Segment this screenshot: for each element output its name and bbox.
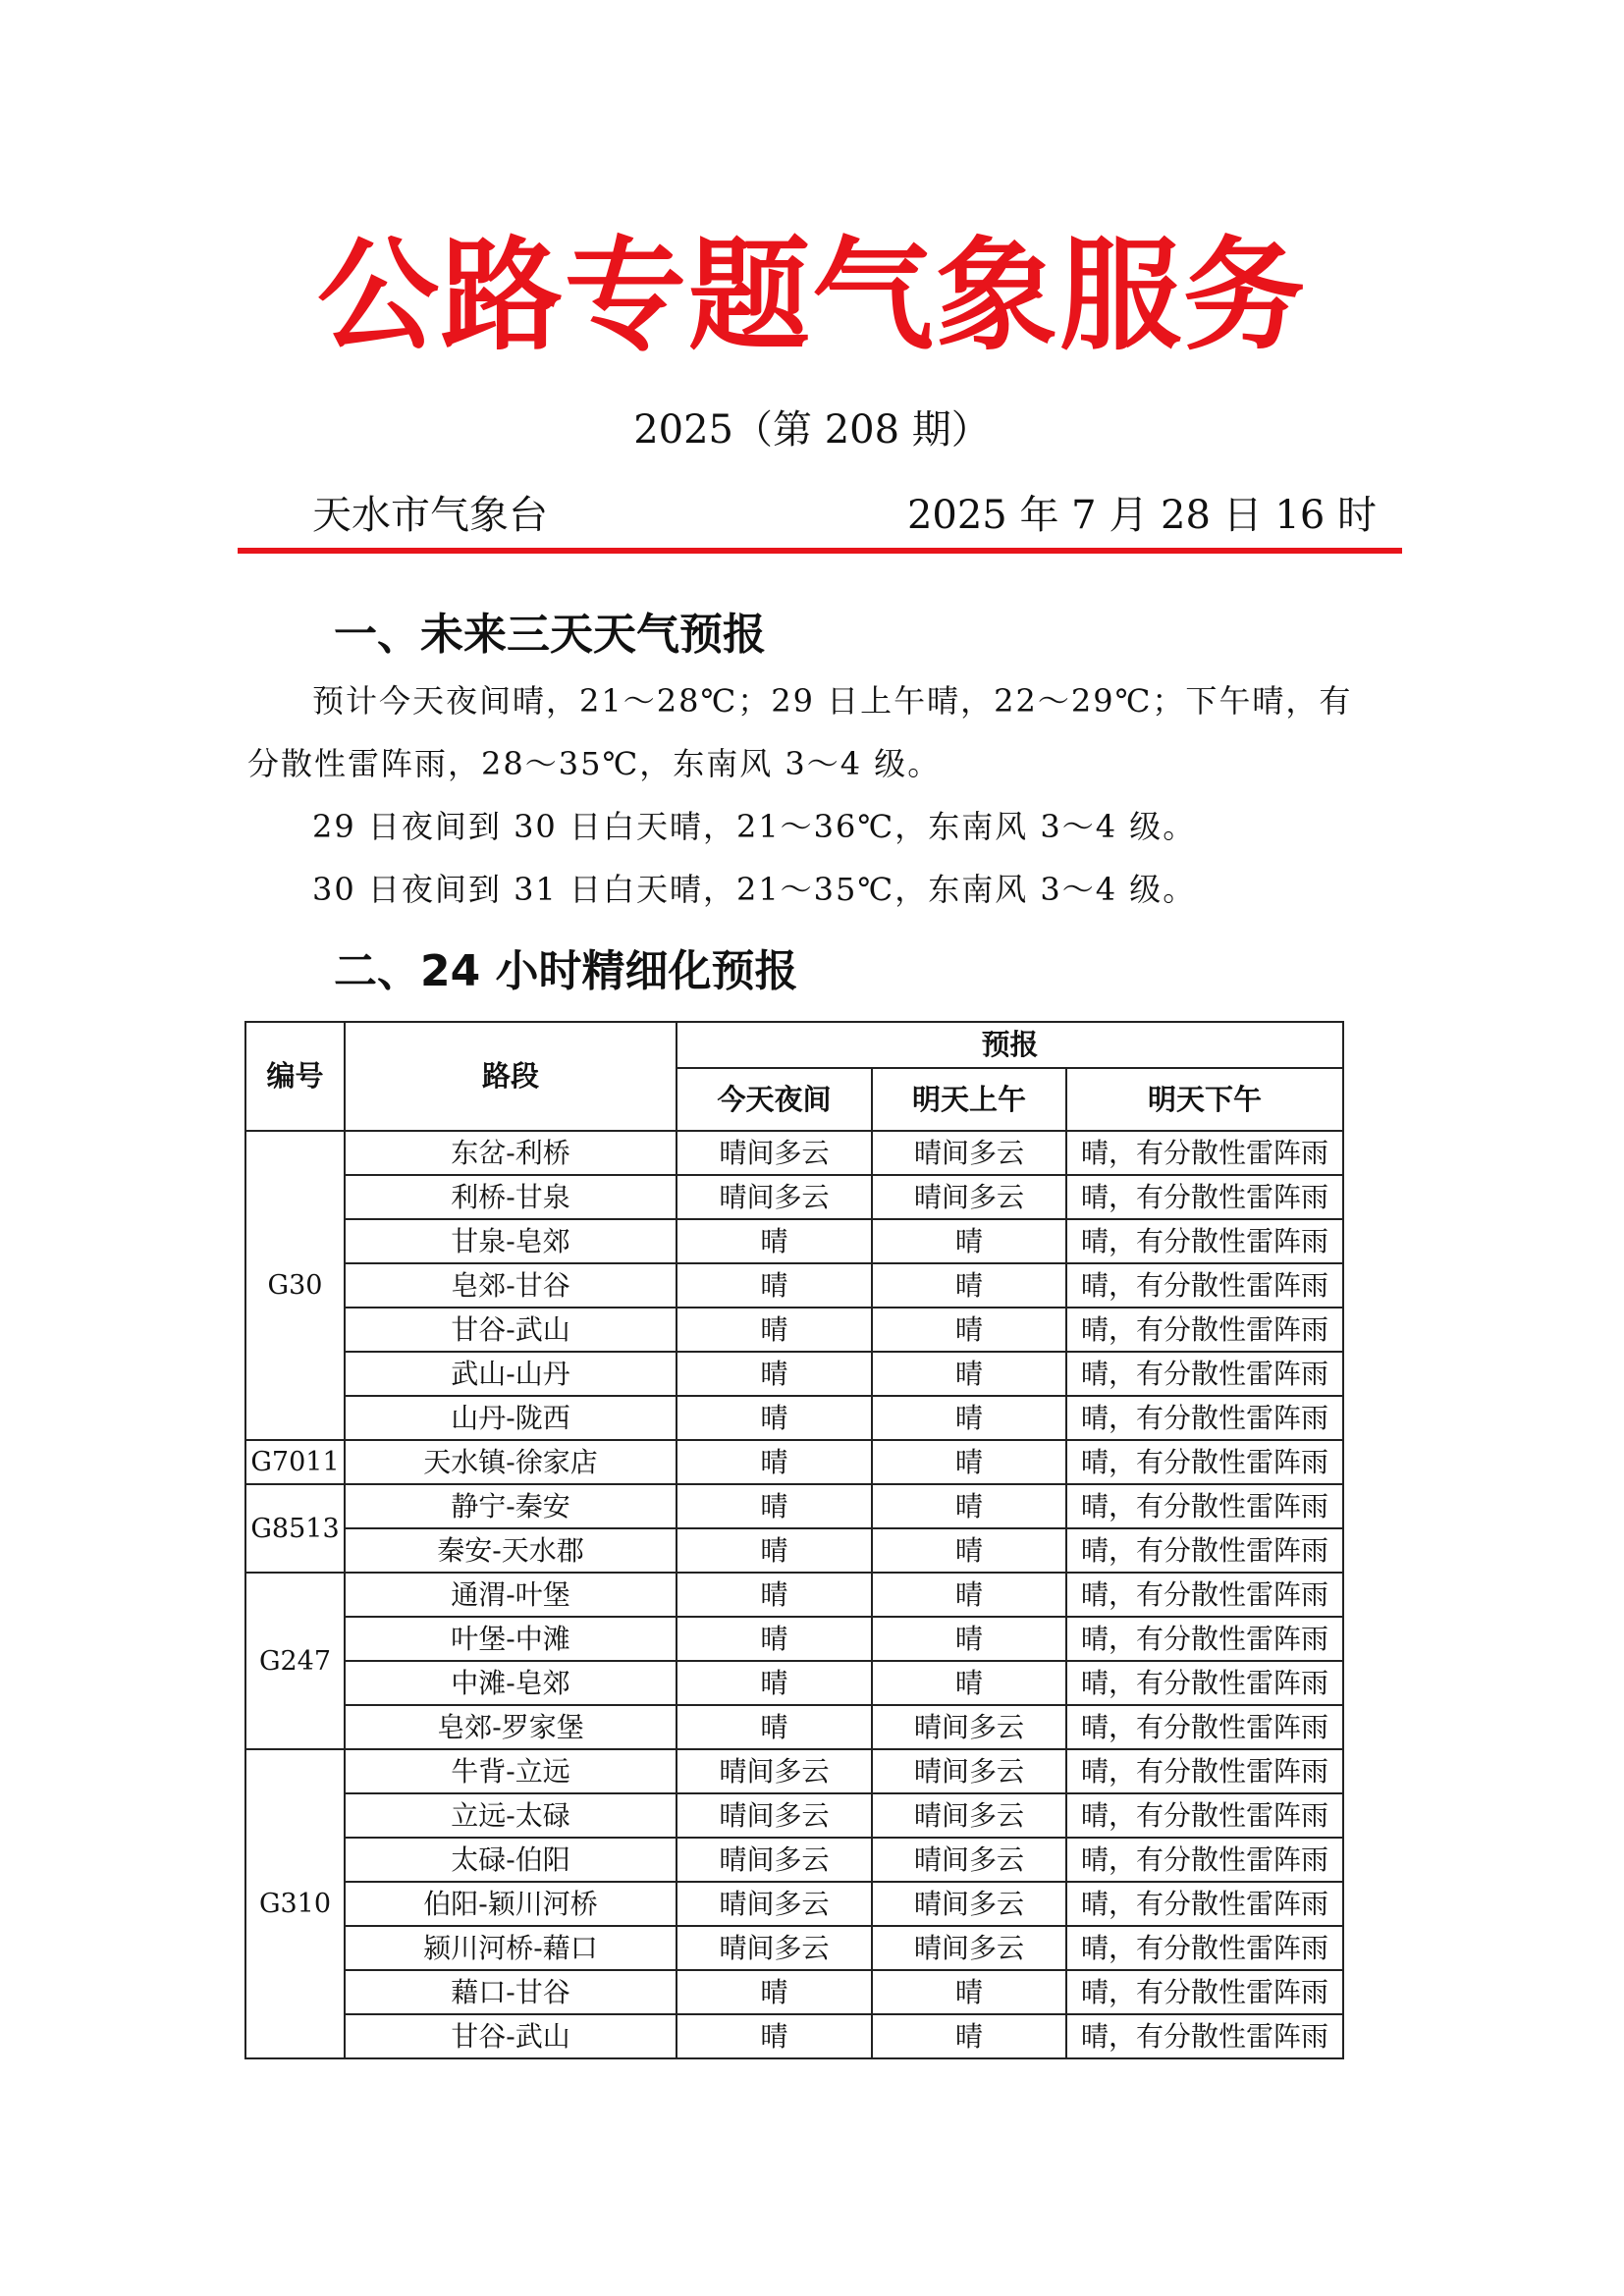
road-code-cell: G247 [245,1573,345,1749]
forecast-table [244,1021,1344,2059]
tomorrow-am-cell: 晴 [872,1219,1066,1263]
segment-cell: 静宁-秦安 [345,1484,677,1528]
segment-cell: 天水镇-徐家店 [345,1440,677,1484]
tomorrow-am-cell: 晴间多云 [872,1926,1066,1970]
header-tomorrow-pm: 明天下午 [1066,1068,1343,1131]
table-row [245,2014,1343,2058]
forecast-paragraph: 30 日夜间到 31 日白天晴，21～35℃，东南风 3～4 级。 [312,871,1197,908]
tomorrow-pm-cell: 晴，有分散性雷阵雨 [1066,1882,1343,1926]
tonight-cell: 晴 [677,1440,872,1484]
tomorrow-am-cell: 晴 [872,1263,1066,1308]
segment-cell: 秦安-天水郡 [345,1528,677,1573]
header-code: 编号 [245,1022,345,1131]
table-row [245,1219,1343,1263]
tomorrow-pm-cell: 晴，有分散性雷阵雨 [1066,1617,1343,1661]
table-row [245,1838,1343,1882]
segment-cell: 甘谷-武山 [345,1308,677,1352]
tonight-cell: 晴 [677,1484,872,1528]
tomorrow-pm-cell: 晴，有分散性雷阵雨 [1066,1661,1343,1705]
tonight-cell: 晴 [677,1661,872,1705]
tonight-cell: 晴间多云 [677,1131,872,1175]
segment-cell: 皂郊-罗家堡 [345,1705,677,1749]
table-row [245,1308,1343,1352]
segment-cell: 皂郊-甘谷 [345,1263,677,1308]
tonight-cell: 晴 [677,1352,872,1396]
tomorrow-pm-cell: 晴，有分散性雷阵雨 [1066,1396,1343,1440]
tonight-cell: 晴 [677,1705,872,1749]
tomorrow-am-cell: 晴 [872,1308,1066,1352]
table-row [245,1926,1343,1970]
tonight-cell: 晴 [677,1396,872,1440]
tomorrow-am-cell: 晴 [872,1484,1066,1528]
table-row [245,1528,1343,1573]
header-tomorrow-am: 明天上午 [872,1068,1066,1131]
section1-heading: 一、未来三天天气预报 [334,610,766,660]
segment-cell: 藉口-甘谷 [345,1970,677,2014]
road-code-cell: G7011 [245,1440,345,1484]
tonight-cell: 晴间多云 [677,1838,872,1882]
table-row [245,1175,1343,1219]
table-row [245,1617,1343,1661]
tomorrow-pm-cell: 晴，有分散性雷阵雨 [1066,1263,1343,1308]
tomorrow-pm-cell: 晴，有分散性雷阵雨 [1066,1838,1343,1882]
issue-date: 2025 年 7 月 28 日 16 时 [906,493,1377,538]
segment-cell: 武山-山丹 [345,1352,677,1396]
section1-body [247,669,1382,921]
section2-heading: 二、24 小时精细化预报 [334,946,798,996]
tomorrow-pm-cell: 晴，有分散性雷阵雨 [1066,1352,1343,1396]
segment-cell: 太碌-伯阳 [345,1838,677,1882]
tonight-cell: 晴 [677,1263,872,1308]
tonight-cell: 晴间多云 [677,1793,872,1838]
tomorrow-pm-cell: 晴，有分散性雷阵雨 [1066,1573,1343,1617]
tomorrow-am-cell: 晴间多云 [872,1705,1066,1749]
table-row [245,1793,1343,1838]
tomorrow-am-cell: 晴间多云 [872,1793,1066,1838]
tomorrow-pm-cell: 晴，有分散性雷阵雨 [1066,1926,1343,1970]
tomorrow-pm-cell: 晴，有分散性雷阵雨 [1066,1484,1343,1528]
table-row [245,1705,1343,1749]
tomorrow-am-cell: 晴 [872,1440,1066,1484]
table-row [245,1131,1343,1175]
segment-cell: 牛背-立远 [345,1749,677,1793]
tomorrow-pm-cell: 晴，有分散性雷阵雨 [1066,1528,1343,1573]
table-row [245,1352,1343,1396]
segment-cell: 通渭-叶堡 [345,1573,677,1617]
tomorrow-pm-cell: 晴，有分散性雷阵雨 [1066,1749,1343,1793]
tomorrow-pm-cell: 晴，有分散性雷阵雨 [1066,1131,1343,1175]
segment-cell: 东岔-利桥 [345,1131,677,1175]
road-code-cell: G30 [245,1131,345,1440]
table-row [245,1749,1343,1793]
document-title: 公路专题气象服务 [316,226,1307,367]
tonight-cell: 晴 [677,1308,872,1352]
tonight-cell: 晴间多云 [677,1882,872,1926]
tomorrow-am-cell: 晴 [872,1573,1066,1617]
table-row [245,1484,1343,1528]
header-tonight: 今天夜间 [677,1068,872,1131]
road-code-cell: G8513 [245,1484,345,1573]
tomorrow-pm-cell: 晴，有分散性雷阵雨 [1066,1793,1343,1838]
header-segment: 路段 [345,1022,677,1131]
header-forecast: 预报 [677,1022,1343,1068]
tonight-cell: 晴间多云 [677,1175,872,1219]
tomorrow-am-cell: 晴间多云 [872,1838,1066,1882]
tomorrow-am-cell: 晴间多云 [872,1882,1066,1926]
table-row [245,1263,1343,1308]
segment-cell: 伯阳-颖川河桥 [345,1882,677,1926]
tomorrow-pm-cell: 晴，有分散性雷阵雨 [1066,1440,1343,1484]
table-row [245,1573,1343,1617]
tonight-cell: 晴 [677,1528,872,1573]
tomorrow-am-cell: 晴 [872,1661,1066,1705]
segment-cell: 甘泉-皂郊 [345,1219,677,1263]
table-row [245,1396,1343,1440]
segment-cell: 中滩-皂郊 [345,1661,677,1705]
tonight-cell: 晴 [677,1219,872,1263]
forecast-paragraph: 29 日夜间到 30 日白天晴，21～36℃，东南风 3～4 级。 [312,808,1197,845]
segment-cell: 颍川河桥-藉口 [345,1926,677,1970]
table-body [245,1131,1343,2058]
tomorrow-am-cell: 晴 [872,1970,1066,2014]
segment-cell: 甘谷-武山 [345,2014,677,2058]
road-code-cell: G310 [245,1749,345,2058]
tonight-cell: 晴 [677,1970,872,2014]
table-row [245,1440,1343,1484]
tomorrow-am-cell: 晴间多云 [872,1131,1066,1175]
segment-cell: 利桥-甘泉 [345,1175,677,1219]
table-row [245,1970,1343,2014]
tomorrow-pm-cell: 晴，有分散性雷阵雨 [1066,1175,1343,1219]
segment-cell: 山丹-陇西 [345,1396,677,1440]
tonight-cell: 晴间多云 [677,1926,872,1970]
table-row [245,1882,1343,1926]
segment-cell: 叶堡-中滩 [345,1617,677,1661]
tomorrow-pm-cell: 晴，有分散性雷阵雨 [1066,1970,1343,2014]
tomorrow-am-cell: 晴间多云 [872,1749,1066,1793]
issuing-organization: 天水市气象台 [312,493,548,538]
tomorrow-am-cell: 晴间多云 [872,1175,1066,1219]
tomorrow-pm-cell: 晴，有分散性雷阵雨 [1066,1705,1343,1749]
tomorrow-am-cell: 晴 [872,1352,1066,1396]
tonight-cell: 晴间多云 [677,1749,872,1793]
table-row [245,1661,1343,1705]
tomorrow-am-cell: 晴 [872,1617,1066,1661]
tomorrow-am-cell: 晴 [872,1396,1066,1440]
issue-number: 2025（第 208 期） [633,407,991,453]
tomorrow-am-cell: 晴 [872,1528,1066,1573]
tonight-cell: 晴 [677,2014,872,2058]
tomorrow-pm-cell: 晴，有分散性雷阵雨 [1066,2014,1343,2058]
red-divider [238,548,1402,554]
tonight-cell: 晴 [677,1573,872,1617]
tomorrow-pm-cell: 晴，有分散性雷阵雨 [1066,1308,1343,1352]
tomorrow-am-cell: 晴 [872,2014,1066,2058]
forecast-paragraph: 预计今天夜间晴，21～28℃；29 日上午晴，22～29℃；下午晴，有分散性雷阵雨，28～35℃，东南风 3～4 级。 [247,682,1353,782]
tomorrow-pm-cell: 晴，有分散性雷阵雨 [1066,1219,1343,1263]
segment-cell: 立远-太碌 [345,1793,677,1838]
tonight-cell: 晴 [677,1617,872,1661]
